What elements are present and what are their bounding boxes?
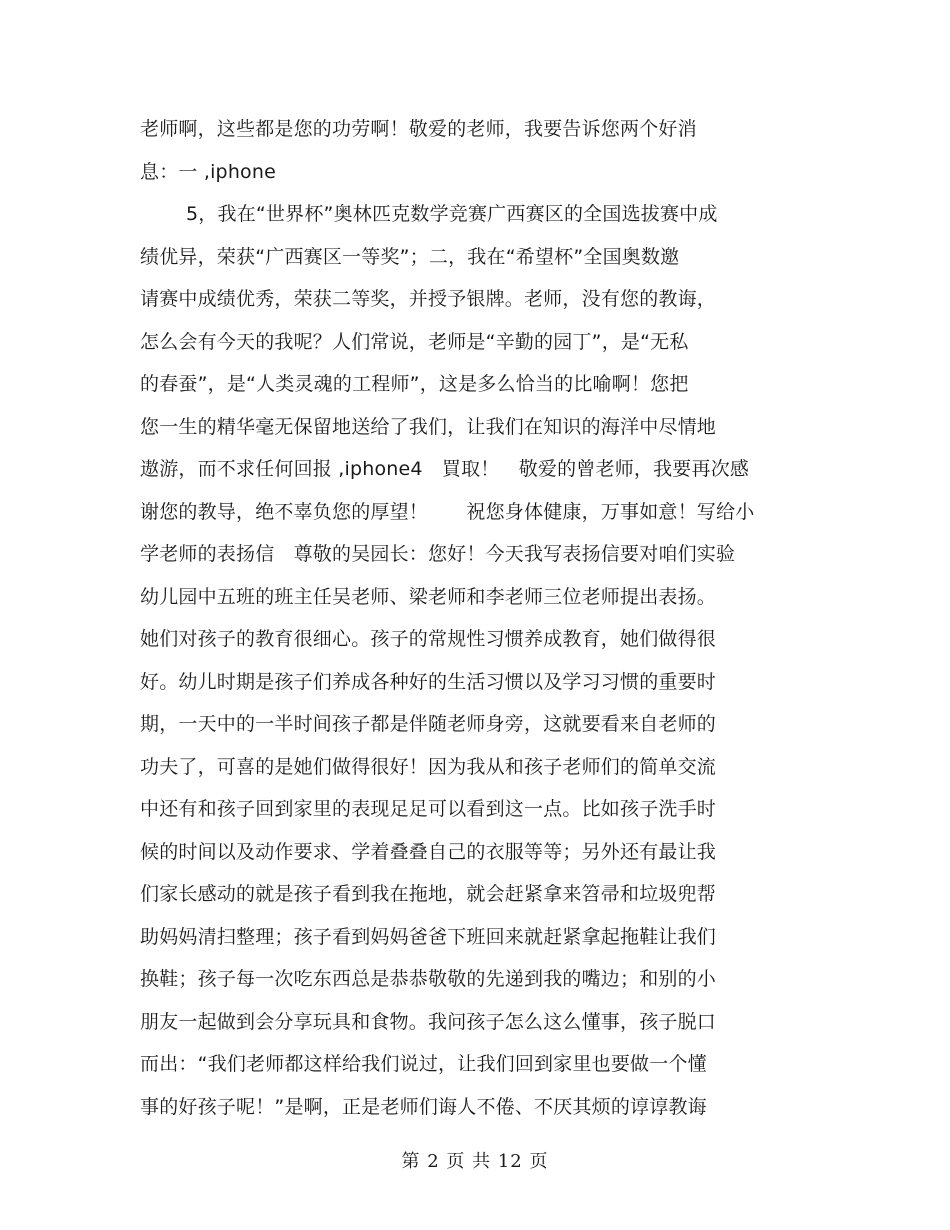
text-line: 遨游，而不求任何回报 ,iphone4 買取！ 敬爱的曾老师，我要再次感 (140, 458, 750, 480)
text-line: 绩优异，荣获“广西赛区一等奖”；二，我在“希望杯”全国奥数邀 (140, 245, 680, 268)
text-line: 您一生的精华毫无保留地送给了我们，让我们在知识的海洋中尽情地 (140, 415, 717, 438)
body-text (140, 108, 800, 1128)
text-line: 幼儿园中五班的班主任吴老师、梁老师和李老师三位老师提出表扬。 (140, 585, 717, 608)
text-line: 助妈妈清扫整理；孩子看到妈妈爸爸下班回来就赶紧拿起拖鞋让我们 (140, 925, 717, 948)
text-line: 好。幼儿时期是孩子们养成各种好的生活习惯以及学习习惯的重要时 (140, 670, 717, 693)
text-line: 候的时间以及动作要求、学着叠叠自己的衣服等等；另外还有最让我 (140, 840, 717, 863)
text-line: 5，我在“世界杯”奥林匹克数学竞赛广西赛区的全国选拔赛中成 (186, 203, 718, 225)
page-footer: 第 2 页 共 12 页 (401, 1151, 549, 1172)
text-line: 她们对孩子的教育很细心。孩子的常规性习惯养成教育，她们做得很 (140, 628, 717, 650)
text-line: 息：一 ,iphone (140, 160, 277, 183)
text-line: 谢您的教导，绝不辜负您的厚望！ 祝您身体健康，万事如意！写给小 (140, 500, 755, 523)
text-line: 怎么会有今天的我呢？人们常说，老师是“辛勤的园丁”，是“无私 (140, 330, 689, 353)
text-line: 换鞋；孩子每一次吃东西总是恭恭敬敬的先递到我的嘴边；和别的小 (140, 968, 717, 990)
text-line: 功夫了，可喜的是她们做得很好！因为我从和孩子老师们的简单交流 (140, 755, 717, 778)
text-line: 朋友一起做到会分享玩具和食物。我问孩子怎么这么懂事，孩子脱口 (140, 1010, 717, 1033)
text-line: 老师啊，这些都是您的功劳啊！敬爱的老师，我要告诉您两个好消 (140, 118, 697, 140)
text-line: 的春蚕”，是“人类灵魂的工程师”，这是多么恰当的比喻啊！您把 (140, 373, 689, 395)
text-line: 而出：“我们老师都这样给我们说过，让我们回到家里也要做一个懂 (140, 1053, 707, 1075)
text-line: 们家长感动的就是孩子看到我在拖地，就会赶紧拿来笤帚和垃圾兜帮 (140, 883, 717, 905)
text-line: 中还有和孩子回到家里的表现足足可以看到这一点。比如孩子洗手时 (140, 798, 717, 820)
text-line: 期，一天中的一半时间孩子都是伴随老师身旁，这就要看来自老师的 (140, 713, 717, 735)
text-line: 事的好孩子呢！”是啊，正是老师们诲人不倦、不厌其烦的谆谆教诲 (140, 1095, 707, 1118)
text-line: 请赛中成绩优秀，荣获二等奖，并授予银牌。老师，没有您的教诲， (140, 288, 717, 310)
text-line: 学老师的表扬信 尊敬的吴园长：您好！今天我写表扬信要对咱们实验 (140, 543, 736, 565)
